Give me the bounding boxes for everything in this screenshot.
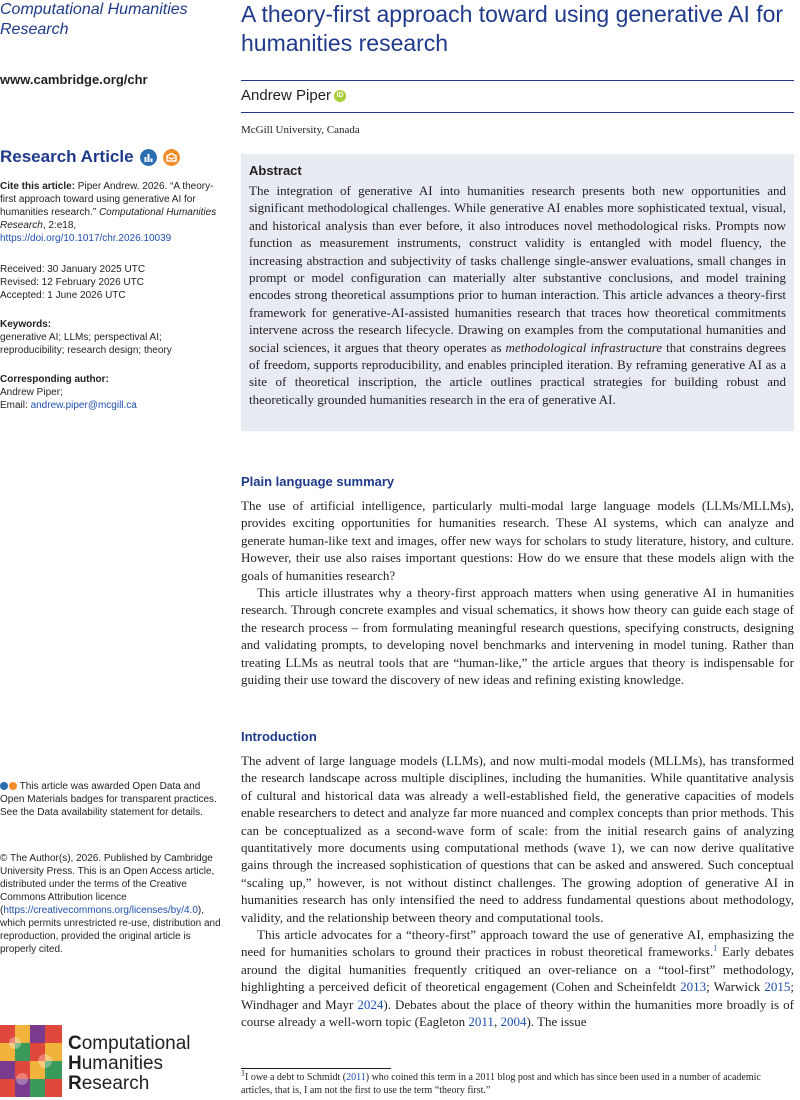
license-text-2: ), which permits unrestricted re-use, distribution and reproduction, provided the original article is properly cited. <box>0 905 221 955</box>
plain-summary-body <box>241 497 794 688</box>
introduction-body <box>241 752 794 1031</box>
journal-name-line2: Research <box>0 21 69 38</box>
intro-p2-part-d: ; Windhager and Mayr <box>241 979 794 1012</box>
intro-p2-part-f: , <box>493 1014 501 1030</box>
introduction-heading: Introduction <box>241 729 317 744</box>
intro-paragraph-1: The advent of large language models (LLMs), and now multi-modal models (MLLMs), has transformed the research landscape across multiple disciplines, including the humanities. While quantitative analysis of cultural and historical data was already a well-established field, the generative capacities of models enable researchers to detect and analyze far more nuanced and complex concepts than prior methods. This can be conceptualized as a second-wave form of scale: from the initial research gains of analyzing quantitatively more documents using computational methods (wave 1), we can now derive qualitative gains through the increased sophistication of questions that can be asked and answered. Such conceptual “scaling up,” however, is not without distinct challenges. The growing adoption of generative AI in humanities research has only intensified the need to address fundamental questions about methodology, validity, and the relationship between theory and computational tools. <box>241 753 794 925</box>
abstract-italic: methodological infrastructure <box>505 339 663 355</box>
plain-summary-paragraph-2: This article illustrates why a theory-first approach matters when using generative AI in humanities research. Through concrete examples and visual schematics, it shows how theory can guide each stage of the research process – from formulating meaningful research questions, specifying constructs, designing and validating prompts, to developing novel benchmarks and intervening in model tuning. Rather than treating LLMs as neutral tools that are “human-like,” the article argues that theory is indispensable for guiding their use toward the discovery of new ideas and refining existing knowledge. <box>241 585 794 688</box>
dates-block <box>0 263 222 302</box>
intro-p2-part-g: ). The issue <box>526 1014 587 1030</box>
article-title: A theory-first approach toward using generative AI for humanities research <box>241 1 784 56</box>
badges-note <box>0 780 222 819</box>
logo-word-3: esearch <box>81 1073 150 1094</box>
author-name: Andrew Piper <box>241 87 332 104</box>
orcid-icon[interactable]: iD <box>334 90 346 102</box>
corresponding-label: Corresponding author: <box>0 374 109 385</box>
cite-journal: Computational Humanities Research <box>0 207 217 231</box>
license-text-1: © The Author(s), 2026. Published by Cambridge University Press. This is an Open Access article, distributed under the terms of the Creative Commons Attribution licence ( <box>0 853 215 916</box>
received-date: Received: 30 January 2025 UTC <box>0 264 146 275</box>
author-line <box>241 87 346 104</box>
logo-initial-r: R <box>68 1073 82 1094</box>
keywords-label: Keywords: <box>0 319 52 330</box>
open-data-small-icon <box>0 782 8 790</box>
cite-volume: , 2:e18, <box>42 220 77 231</box>
doi-link[interactable]: https://doi.org/10.1017/chr.2026.10039 <box>0 233 172 244</box>
cite-label: Cite this article: <box>0 181 76 192</box>
citation-block <box>0 180 222 245</box>
footnote-text-2: ) who coined this term in a 2011 blog post and which has since been used in a number of academic articles, that is, I am not the first to use the term “theory first.” <box>241 1072 761 1096</box>
citation-link[interactable]: 2024 <box>357 996 384 1012</box>
citation-link[interactable]: 2011 <box>468 1014 494 1030</box>
intro-p2-part-b: Early debates around the digital humanities frequently critiqued an over-reliance on a “tool-first” methodology, highlighting a perceived deficit of theoretical engagement (Cohen and Scheinfeldt <box>241 944 794 995</box>
revised-date: Revised: 12 February 2026 UTC <box>0 277 144 288</box>
keywords-text: generative AI; LLMs; perspectival AI; reproducibility; research design; theory <box>0 332 172 356</box>
sidebar <box>0 0 225 1100</box>
open-materials-badge-icon <box>163 149 180 166</box>
license-block <box>0 852 222 956</box>
logo-word-1: omputational <box>81 1033 191 1054</box>
keywords-block <box>0 318 222 357</box>
author-divider <box>241 112 794 113</box>
abstract-part-2: that constrains degrees of freedom, supports reproducibility, and enables principled iteration. By reframing generative AI as a site of theoretical inscription, the article outlines practical strategies for building robust and theoretically grounded humanities research in the era of generative AI. <box>249 339 786 407</box>
journal-url-link[interactable]: www.cambridge.org/chr <box>0 72 148 87</box>
open-materials-small-icon <box>9 782 17 790</box>
footnote-marker-link[interactable]: 1 <box>713 944 718 954</box>
corresponding-author-block <box>0 373 222 412</box>
title-divider <box>241 80 794 81</box>
intro-paragraph-2 <box>241 926 794 1030</box>
journal-name-line1: Computational Humanities <box>0 1 188 18</box>
corresponding-name: Andrew Piper; <box>0 387 63 398</box>
citation-link[interactable]: 2004 <box>500 1014 527 1030</box>
journal-logo-text <box>68 1034 191 1094</box>
article-type <box>0 147 180 167</box>
journal-logo-icon <box>0 1025 62 1097</box>
logo-word-2: umanities <box>81 1053 164 1074</box>
abstract-text <box>249 182 786 408</box>
logo-initial-c: C <box>68 1033 82 1054</box>
footnote-number: 1 <box>241 1068 245 1078</box>
accepted-date: Accepted: 1 June 2026 UTC <box>0 290 126 301</box>
plain-summary-heading: Plain language summary <box>241 474 395 489</box>
citation-link[interactable]: 2015 <box>764 979 791 995</box>
abstract-box <box>241 154 794 431</box>
open-data-badge-icon <box>140 149 157 166</box>
logo-initial-h: H <box>68 1053 82 1074</box>
affiliation: McGill University, Canada <box>241 124 360 136</box>
abstract-part-1: The integration of generative AI into humanities research presents both new opportunities and significant methodological challenges. While generative AI enables more sophisticated textual, visual, and historical analysis than ever before, it also introduces novel methodological risks. Prompts now function as measurement instruments, construct validity is entangled with model fluency, the increasing abstraction and subjectivity of tasks challenge single-answer evaluations, small changes in prompt or model configuration can materially alter substantive conclusions, and model training encodes strong theoretical assumptions prior to human interaction. This article advances a theory-first framework for generative-AI-assisted humanities research that traces how theoretical commitments intervene across the research lifecycle. Drawing on examples from the computational humanities and social sciences, it argues that theory operates as <box>249 183 786 355</box>
cite-text: Piper Andrew. 2026. “A theory-first approach toward using generative AI for humanities research.” <box>0 181 214 218</box>
footnote-divider <box>241 1068 391 1069</box>
article-type-label: Research Article <box>0 147 134 166</box>
email-link[interactable]: andrew.piper@mcgill.ca <box>30 400 137 411</box>
abstract-heading: Abstract <box>249 163 302 178</box>
license-link[interactable]: https://creativecommons.org/licenses/by/4.0 <box>3 905 198 916</box>
intro-p2-part-c: ; Warwick <box>706 979 765 995</box>
citation-link[interactable]: 2013 <box>680 979 707 995</box>
badges-note-text: This article was awarded Open Data and Open Materials badges for transparent practices. See the Data availability statement for details. <box>0 781 217 818</box>
plain-summary-paragraph-1: The use of artificial intelligence, particularly multi-modal large language models (LLMs/MLLMs), provides exciting opportunities for humanities research. These AI systems, which can analyze and generate human-like text and images, offer new ways for scholars to study literature, history, and culture. However, their use also raises important questions: How do we ensure that these models align with the goals of humanities research? <box>241 498 794 583</box>
footnote-text-1: I owe a debt to Schmidt ( <box>245 1072 347 1083</box>
intro-p2-part-a: This article advocates for a “theory-first” approach toward the use of generative AI, emphasizing the need for humanities scholars to ground their practices in robust theoretical frameworks. <box>241 927 794 960</box>
footnote-citation-link[interactable]: 2011 <box>346 1072 366 1083</box>
journal-name <box>0 0 188 40</box>
intro-p2-part-e: ). Debates about the place of theory within the humanities more broadly is of course already a well-worn topic (Eagleton <box>241 996 794 1030</box>
footnote <box>241 1068 794 1097</box>
email-label: Email: <box>0 400 31 411</box>
